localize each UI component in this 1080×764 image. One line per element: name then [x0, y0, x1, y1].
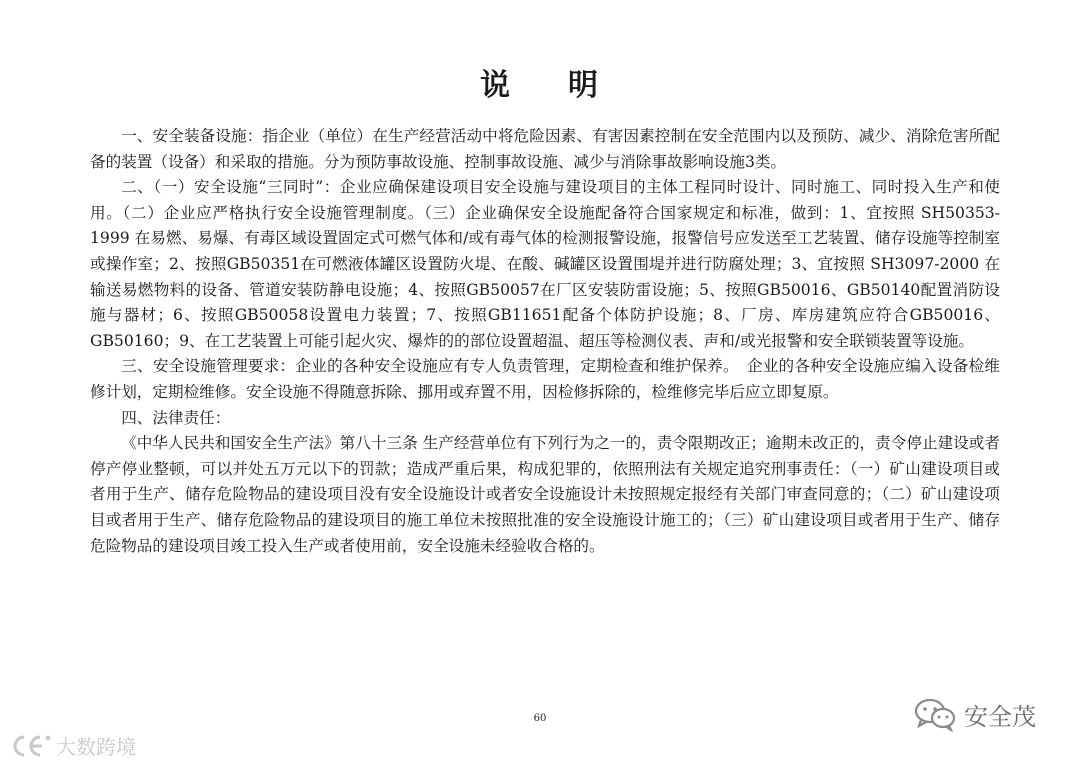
document-body: [90, 124, 1000, 559]
wechat-icon: [912, 696, 958, 732]
page-title: [0, 66, 1080, 106]
watermark-left-text: 大数跨境: [56, 735, 136, 759]
paragraph-5: 《中华人民共和国安全生产法》第八十三条 生产经营单位有下列行为之一的，责令限期改正；逾期未改正的，责令停止建设或者停产停业整顿，可以并处五万元以下的罚款；造成严重后果，构成犯罪的，依照刑法有关规定追究刑事责任：（一）矿山建设项目或者用于生产、储存危险物品的建设项目没有安全设施设计或者安全设施设计未按照规定报经有关部门审查同意的；（二）矿山建设项目或者用于生产、储存危险物品的建设项目的施工单位未按照批准的安全设施设计施工的；（三）矿山建设项目或者用于生产、储存危险物品的建设项目竣工投入生产或者使用前，安全设施未经验收合格的。: [90, 434, 1000, 555]
paragraph-2: 二、（一）安全设施“三同时”：企业应确保建设项目安全设施与建设项目的主体工程同时设计、同时施工、同时投入生产和使用。（二）企业应严格执行安全设施管理制度。（三）企业确保安全设施配备符合国家规定和标准，做到：1、宜按照 SH50353-1999 在易燃、易爆、有毒区域设置固定式可燃气体和/或有毒气体的检测报警设施，报警信号应发送至工艺装置、储存设施等控制室或操作室；2、按照GB50351在可燃液体罐区设置防火堤、在酸、碱罐区设置围堤并进行防腐处理；3、宜按照 SH3097-2000 在输送易燃物料的设备、管道安装防静电设施；4、按照GB50057在厂区安装防雷设施；5、按照GB50016、GB50140配置消防设施与器材；6、按照GB50058设置电力装置；7、按照GB11651配备个体防护设施；8、厂房、库房建筑应符合GB50016、GB50160；9、在工艺装置上可能引起火灾、爆炸的的部位设置超温、超压等检测仪表、声和/或光报警和安全联锁装置等设施。: [90, 178, 1000, 350]
paragraph-3: 三、安全设施管理要求：企业的各种安全设施应有专人负责管理，定期检查和维护保养。 企业的各种安全设施应编入设备检维修计划，定期检维修。安全设施不得随意拆除、挪用或弃置不用，因检修拆除的，检维修完毕后应立即复原。: [90, 357, 1000, 401]
watermark-left: [10, 731, 136, 760]
title-char-1: 说: [480, 68, 512, 103]
ce-logo-icon: [10, 733, 52, 759]
watermark-right-text: 安全茂: [964, 702, 1036, 731]
title-char-2: 明: [568, 68, 600, 103]
page-number: 60: [533, 713, 547, 724]
paragraph-1: 一、安全装备设施：指企业（单位）在生产经营活动中将危险因素、有害因素控制在安全范围内以及预防、减少、消除危害所配备的装置（设备）和采取的措施。分为预防事故设施、控制事故设施、减少与消除事故影响设施3类。: [90, 127, 1000, 171]
watermark-right: [912, 696, 1036, 732]
paragraph-4: 四、法律责任：: [121, 408, 231, 427]
